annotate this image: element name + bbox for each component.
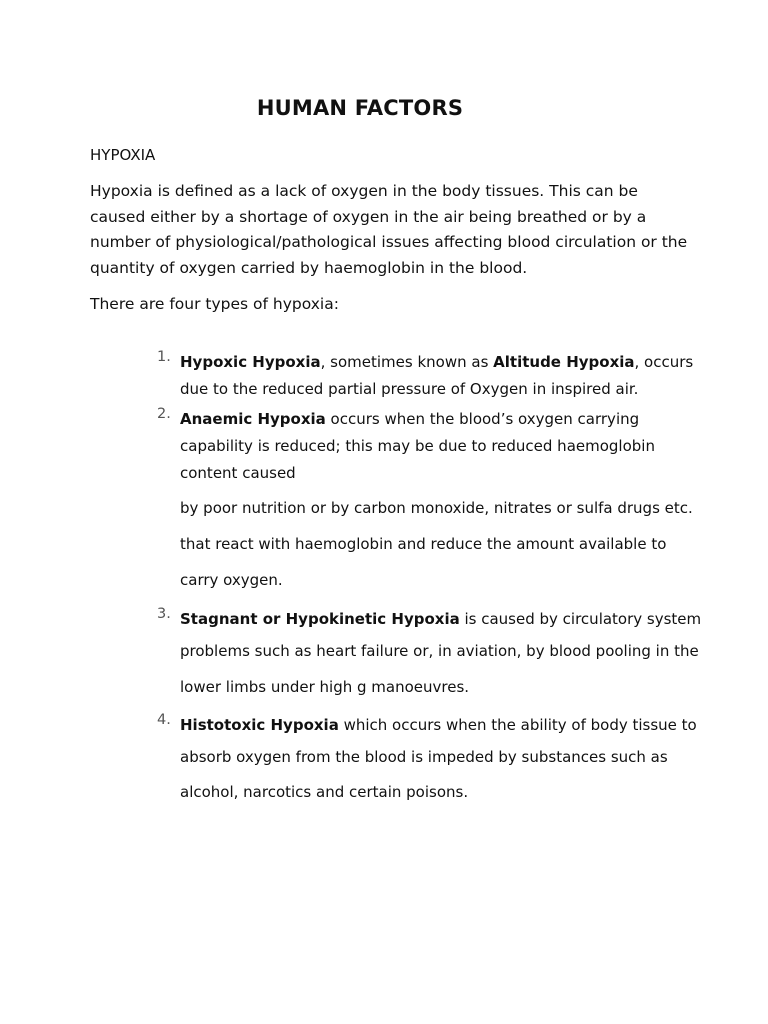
list-item-line: capability is reduced; this may be due to reduced haemoglobin	[180, 437, 655, 455]
list-item-text: is caused by circulatory system	[459, 610, 702, 628]
list-item-line	[180, 349, 694, 376]
list-item-text: , sometimes known as	[320, 353, 494, 371]
term-bold: Histotoxic Hypoxia	[180, 716, 339, 734]
section-heading: HYPOXIA	[90, 146, 156, 164]
list-item-number: 4.	[157, 712, 171, 728]
document-title: HUMAN FACTORS	[256, 96, 464, 120]
list-item-body	[180, 349, 694, 403]
list-item-line: due to the reduced partial pressure of Oxygen in inspired air.	[180, 380, 639, 398]
term-bold: Altitude Hypoxia	[493, 353, 635, 371]
list-item-body	[180, 406, 693, 594]
list-item-number: 1.	[157, 349, 171, 365]
term-bold: Stagnant or Hypokinetic Hypoxia	[180, 610, 460, 628]
intro-line: Hypoxia is defined as a lack of oxygen in the body tissues. This can be caused	[90, 182, 638, 226]
list-item-line	[180, 712, 697, 739]
list-item-text: , occurs	[634, 353, 694, 371]
list-item-body	[180, 712, 697, 806]
list-item-line	[180, 406, 690, 433]
intro-line: oxygen carried by haemoglobin in the blood.	[179, 258, 528, 277]
list-item-number: 2.	[157, 406, 171, 422]
list-item-line: content caused	[180, 464, 296, 482]
list-item-line: absorb oxygen from the blood is impeded by substances such as	[180, 748, 668, 766]
list-item-line	[180, 606, 702, 633]
term-bold: Anaemic Hypoxia	[180, 410, 326, 428]
list-item-number: 3.	[157, 606, 171, 622]
list-item-line: lower limbs under high g manoeuvres.	[180, 678, 470, 696]
term-bold: Hypoxic Hypoxia	[180, 353, 321, 371]
list-item-line: by poor nutrition or by carbon monoxide, nitrates or sulfa drugs etc.	[180, 499, 693, 517]
list-item-line: problems such as heart failure or, in aviation, by blood pooling in the	[180, 642, 699, 660]
list-item-line: carry oxygen.	[180, 571, 283, 589]
intro-line: physiological/pathological issues affecting blood circulation or the quantity of	[90, 233, 688, 277]
list-item-body	[180, 606, 702, 701]
intro-line: either by a shortage of oxygen in the air being breathed or by a number of	[90, 207, 647, 251]
intro-paragraph	[90, 179, 690, 281]
list-item-text: which occurs when the ability of body tissue to	[338, 716, 697, 734]
list-item-line: alcohol, narcotics and certain poisons.	[180, 783, 469, 801]
list-item-text: occurs when the blood’s oxygen carrying	[325, 410, 640, 428]
list-item-line: that react with haemoglobin and reduce the amount available to	[180, 535, 667, 553]
types-lead-sentence: There are four types of hypoxia:	[90, 295, 339, 313]
